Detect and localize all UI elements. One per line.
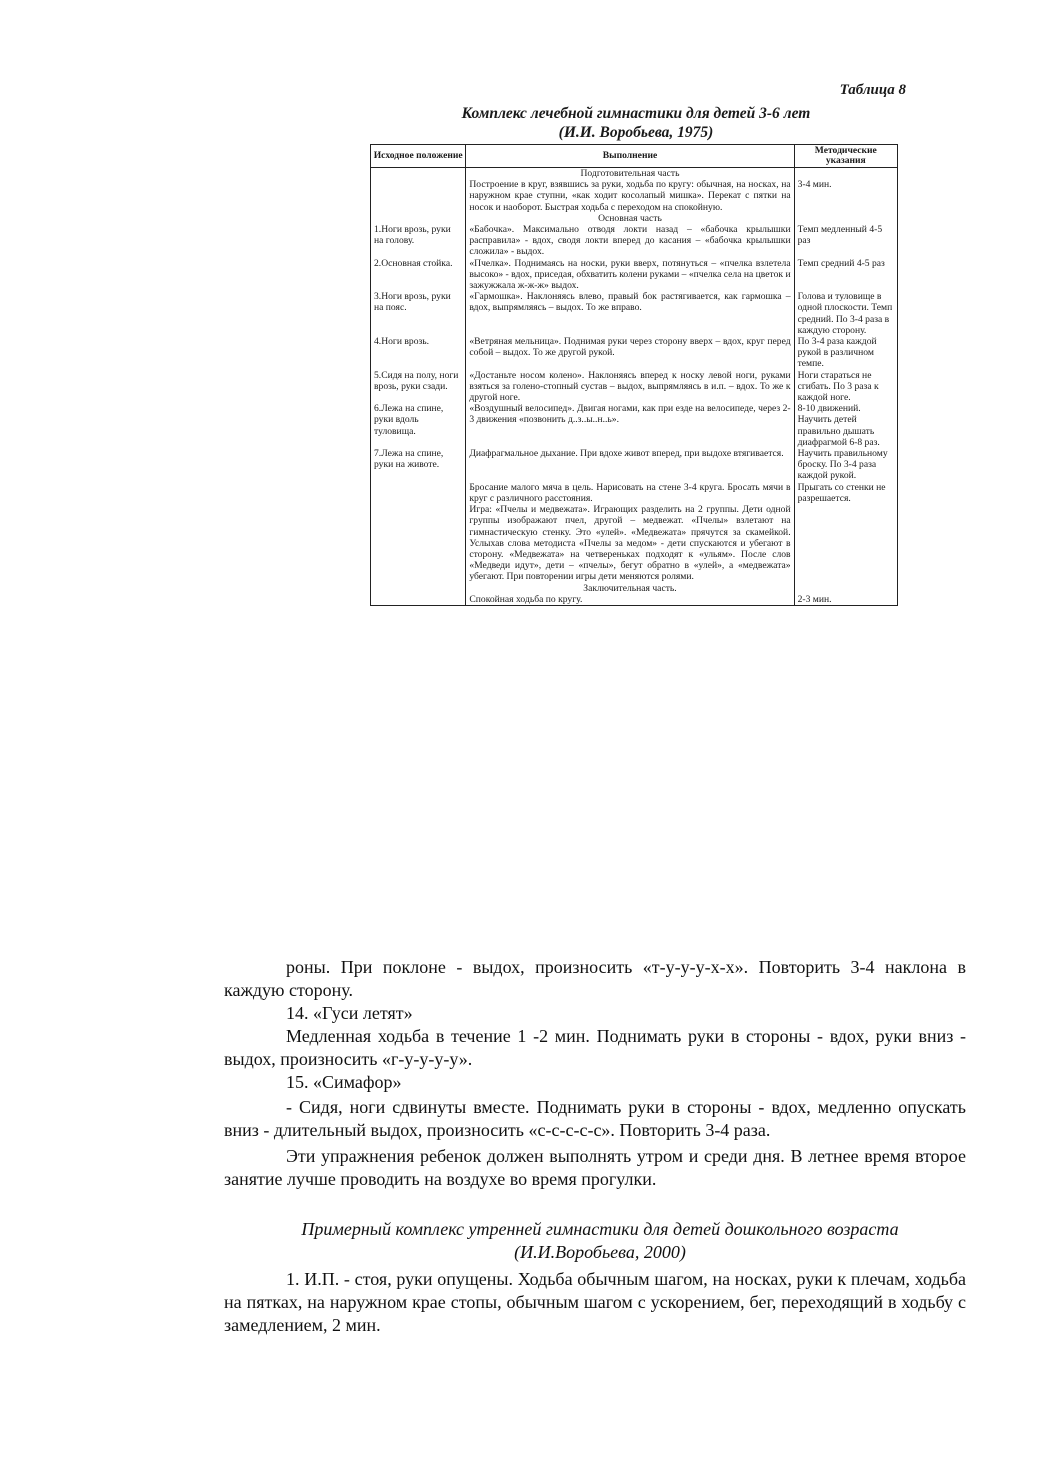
table-row: [371, 583, 898, 594]
cell-text: 1.Ноги врозь, руки на голову.: [374, 224, 451, 247]
cell-execution: [466, 258, 794, 292]
cell-guidelines: [794, 403, 897, 448]
section-heading: Примерный комплекс утренней гимнастики для детей дошкольного возраста (И.И.Воробьева, 2000): [301, 1219, 899, 1262]
table-row: [371, 224, 898, 258]
table-row: [371, 258, 898, 292]
cell-initial-position: [371, 258, 466, 292]
cell-guidelines: [794, 291, 897, 336]
cell-text: 6.Лежа на спине, руки вдоль туловища.: [374, 403, 444, 437]
header-initial-position: Исходное положение: [371, 145, 466, 168]
cell-text: 3-4 мин.: [797, 179, 832, 191]
cell-text: 7.Лежа на спине, руки на животе.: [374, 448, 444, 471]
cell-guidelines: [794, 448, 897, 482]
cell-text: Построение в круг, взявшись за руки, ходьба по кругу: обычная, на носках, на наружном крае ступни, «как ходит косолапый мишка». Перекат с пятки на носок и наоборот. Быстрая ходьба с переходом на спокойную.: [469, 179, 791, 213]
table-row: [371, 504, 898, 582]
table-title-line2: (И.И. Воробьева, 1975): [558, 124, 714, 141]
cell-execution: [466, 213, 794, 224]
cell-initial-position: [371, 224, 466, 258]
cell-initial-position: [371, 403, 466, 448]
cell-text: Прыгать со стенки не разрешается.: [797, 481, 886, 504]
cell-text: Спокойная ходьба по кругу.: [469, 593, 583, 605]
cell-text: Голова и туловище в одной плоскости. Темп средний. По 3-4 раза в каждую сторону.: [797, 291, 893, 336]
cell-initial-position: [371, 482, 466, 504]
cell-guidelines: [794, 504, 897, 582]
table-body: [371, 168, 898, 606]
cell-initial-position: [371, 370, 466, 404]
cell-execution: [466, 504, 794, 582]
table-row: [371, 370, 898, 404]
cell-guidelines: [794, 179, 897, 213]
header-execution: Выполнение: [466, 145, 794, 168]
paragraph-exercise-1: 1. И.П. - стоя, руки опущены. Ходьба обычным шагом, на носках, руки к плечам, ходьба на пятках, на наружном крае стопы, обычным шагом с ускорением, бег, переходящий в ходьбу с замедлением, 2 мин.: [224, 1269, 966, 1335]
cell-text: Темп средний 4-5 раз: [797, 257, 885, 269]
cell-text: По 3-4 раза каждой рукой в различном темпе.: [797, 336, 877, 370]
cell-text: Темп медленный 4-5 раз: [797, 224, 883, 247]
cell-text: Подготовительная часть: [580, 168, 680, 179]
cell-execution: [466, 448, 794, 482]
cell-guidelines: [794, 482, 897, 504]
cell-guidelines: [794, 213, 897, 224]
cell-execution: [466, 370, 794, 404]
cell-text: 4.Ноги врозь.: [374, 336, 430, 348]
cell-guidelines: [794, 168, 897, 180]
table-row: [371, 179, 898, 213]
cell-initial-position: [371, 168, 466, 180]
cell-execution: [466, 224, 794, 258]
table-caption: Таблица 8: [839, 82, 906, 98]
cell-initial-position: [371, 448, 466, 482]
cell-guidelines: [794, 594, 897, 606]
cell-execution: [466, 168, 794, 180]
table-row: [371, 594, 898, 606]
cell-text: «Гармошка». Наклоняясь влево, правый бок растягивается, как гармошка – вдох, выпрямляясь – выдох. То же вправо.: [469, 291, 791, 314]
exercise-15-title: 15. «Симафор»: [286, 1072, 402, 1092]
paragraph-1: роны. При поклоне - выдох, произносить «т-у-у-у-х-х». Повторить 3-4 наклона в каждую сторону.: [224, 957, 966, 1000]
table-row: [371, 291, 898, 336]
table-row: [371, 336, 898, 370]
cell-guidelines: [794, 370, 897, 404]
cell-text: 3.Ноги врозь, руки на пояс.: [374, 291, 451, 314]
cell-text: «Достаньте носом колено». Наклоняясь вперед к носку левой ноги, руками взяться за голено-стопный сустав – выдох, выпрямляясь в и.п. – вдох. То же к другой ноге.: [469, 369, 791, 404]
cell-text: Ноги стараться не сгибать. По 3 раза к каждой ноге.: [797, 369, 879, 404]
cell-text: «Ветряная мельница». Поднимая руки через сторону вверх – вдох, круг перед собой – выдох. То же другой рукой.: [469, 336, 791, 359]
table-row: [371, 482, 898, 504]
exercise-table: [370, 144, 898, 606]
cell-text: Научить правильному броску. По 3-4 раза каждой рукой.: [797, 448, 888, 482]
paragraph-summary: Эти упражнения ребенок должен выполнять утром и среди дня. В летнее время второе занятие лучше проводить на воздухе во время прогулки.: [224, 1146, 966, 1189]
table-row: [371, 403, 898, 448]
cell-execution: [466, 482, 794, 504]
table-row: [371, 213, 898, 224]
cell-text: Игра: «Пчелы и медвежата». Играющих разделить на 2 группы. Дети одной группы изображают пчел, другой – медвежат. «Пчелы» взлетают на гимнастическую стенку. Это «улей». «Медвежата» прячутся за скамейкой. Услыхав слова методиста «Пчелы за медом» - дети спускаются и убегают в сторону. «Медвежата» на четвереньках подходят к «ульям». После слов «Медведи идут», дети – «пчелы», бегут обратно в «улей», а «медвежата» убегают. При повторении игры дети меняются ролями.: [469, 504, 791, 583]
cell-initial-position: [371, 594, 466, 606]
cell-execution: [466, 583, 794, 594]
paragraph-15: - Сидя, ноги сдвинуты вместе. Поднимать руки в стороны - вдох, медленно опускать вниз - длительный выдох, произносить «с-с-с-с-с». Повторить 3-4 раза.: [224, 1097, 966, 1140]
cell-guidelines: [794, 336, 897, 370]
cell-text: Бросание малого мяча в цель. Нарисовать на стене 3-4 круга. Бросать мячи в круг с различного расстояния.: [469, 481, 791, 504]
exercise-14-title: 14. «Гуси летят»: [286, 1003, 413, 1023]
cell-initial-position: [371, 291, 466, 336]
table-title-line1: Комплекс лечебной гимнастики для детей 3-6 лет: [461, 105, 811, 122]
cell-text: 2.Основная стойка.: [374, 257, 453, 269]
cell-initial-position: [371, 213, 466, 224]
cell-initial-position: [371, 504, 466, 582]
table-row: [371, 168, 898, 180]
cell-execution: [466, 594, 794, 606]
cell-guidelines: [794, 583, 897, 594]
header-guidelines: Методические указания: [794, 145, 897, 168]
cell-text: 8-10 движений. Научить детей правильно дышать диафрагмой 6-8 раз.: [797, 403, 880, 448]
cell-execution: [466, 403, 794, 448]
cell-initial-position: [371, 583, 466, 594]
cell-execution: [466, 291, 794, 336]
cell-guidelines: [794, 258, 897, 292]
cell-text: «Воздушный велосипед». Двигая ногами, как при езде на велосипеде, через 2-3 движения «позвонить д..з..ы..н..ь».: [469, 403, 791, 426]
cell-text: Основная часть: [598, 212, 662, 224]
cell-execution: [466, 336, 794, 370]
cell-guidelines: [794, 224, 897, 258]
cell-text: Заключительная часть.: [583, 582, 677, 594]
table-header-row: [371, 145, 898, 168]
paragraph-14: Медленная ходьба в течение 1 -2 мин. Поднимать руки в стороны - вдох, руки вниз - выдох, произносить «г-у-у-у-у».: [224, 1026, 966, 1069]
cell-text: Диафрагмальное дыхание. При вдохе живот вперед, при выдохе втягивается.: [469, 448, 784, 460]
cell-initial-position: [371, 179, 466, 213]
cell-initial-position: [371, 336, 466, 370]
table-row: [371, 448, 898, 482]
cell-text: 5.Сидя на полу, ноги врозь, руки сзади.: [374, 369, 459, 392]
cell-text: «Бабочка». Максимально отводя локти назад – «бабочка крылышки расправила» - вдох, сводя локти вперед до касания – «бабочка крылышки сложила» - выдох.: [469, 224, 791, 258]
table-title: [326, 104, 946, 142]
cell-text: «Пчелка». Поднимаясь на носки, руки вверх, потянуться – «пчелка взлетела высоко» - вдох, приседая, обхватить колени руками – «пчелка села на цветок и зажужжала ж-ж-ж» выдох.: [469, 257, 791, 292]
cell-text: 2-3 мин.: [797, 593, 832, 605]
cell-execution: [466, 179, 794, 213]
scanned-table-figure: [370, 82, 908, 605]
